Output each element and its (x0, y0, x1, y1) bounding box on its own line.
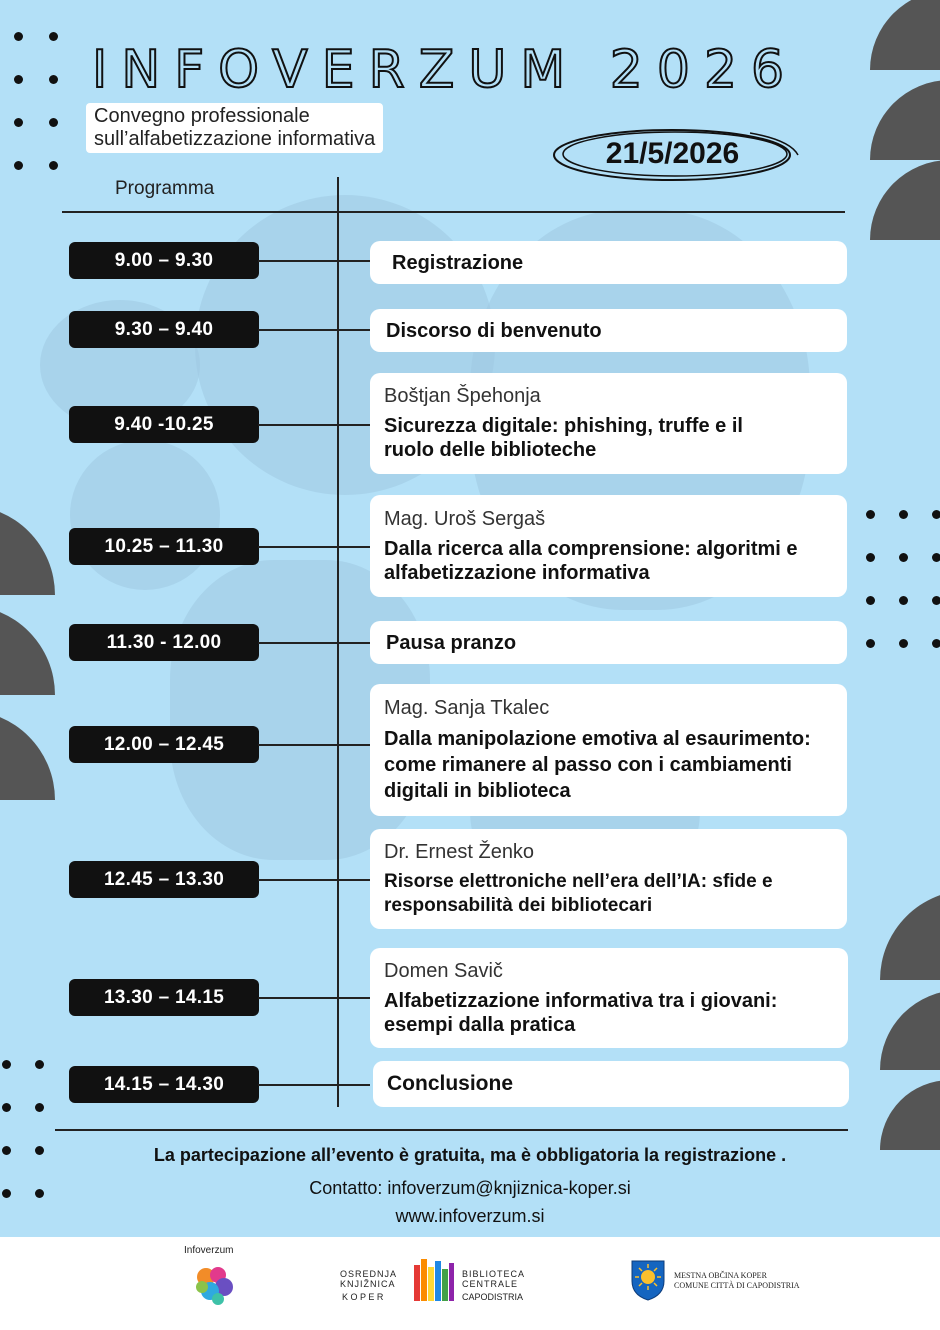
session-title: Dalla ricerca alla comprensione: algoritmi e alfabetizzazione informativa (384, 537, 798, 584)
website-link[interactable]: www.infoverzum.si (395, 1206, 545, 1226)
speaker-name: Dr. Ernest Ženko (384, 840, 535, 863)
timeline-connector (258, 1084, 370, 1086)
logo-footer (0, 1237, 940, 1330)
event-subtitle (86, 103, 383, 153)
subtitle-line: sull’alfabetizzazione informativa (94, 128, 376, 150)
decorative-semicircle (880, 1080, 940, 1150)
date-badge (550, 125, 800, 185)
library-logo-text: KNJIŽNICA (340, 1279, 396, 1289)
event-date: 21/5/2026 (605, 137, 740, 170)
library-logo-text: CAPODISTRIA (462, 1292, 524, 1302)
time-slot: 9.30 – 9.40 (69, 311, 259, 348)
time-slot: 9.00 – 9.30 (69, 242, 259, 279)
decorative-dots (14, 32, 58, 170)
speaker-name: Boštjan Špehonja (384, 385, 541, 407)
speaker-name: Mag. Sanja Tkalec (384, 696, 550, 719)
speaker-name: Domen Savič (384, 959, 503, 982)
time-slot: 13.30 – 14.15 (69, 979, 259, 1016)
subtitle-line: Convegno professionale (94, 105, 310, 127)
time-slot: 14.15 – 14.30 (69, 1066, 259, 1103)
session-title: Conclusione (387, 1072, 514, 1095)
decorative-semicircle (870, 80, 940, 160)
decorative-semicircle (880, 890, 940, 980)
session-card (370, 309, 847, 352)
time-slot: 12.00 – 12.45 (69, 726, 259, 763)
books-icon (412, 1257, 456, 1303)
registration-note: La partecipazione all’evento è gratuita, ma è obbligatoria la registrazione . (153, 1145, 787, 1165)
municipality-logo-text: COMUNE CITTÀ DI CAPODISTRIA (674, 1281, 800, 1290)
session-title: Sicurezza digitale: phishing, truffe e il ruolo delle biblioteche (384, 415, 743, 461)
municipality-logo-text: MESTNA OBČINA KOPER (674, 1271, 767, 1280)
timeline-connector (258, 997, 370, 999)
timeline-connector (258, 642, 370, 644)
session-card (370, 829, 847, 929)
decorative-semicircle (880, 990, 940, 1070)
library-logo-text: K O P E R (342, 1292, 384, 1302)
decorative-dots (866, 510, 940, 648)
session-title: Risorse elettroniche nell’era dell’IA: sfide e responsabilità dei bibliotecari (384, 870, 773, 916)
decorative-semicircle (0, 710, 55, 800)
library-logo-text: CENTRALE (462, 1279, 519, 1289)
decorative-semicircle (870, 160, 940, 240)
decorative-semicircle (0, 505, 55, 595)
library-logo-text: BIBLIOTECA (462, 1269, 526, 1279)
timeline-connector (258, 879, 370, 881)
session-title: Dalla manipolazione emotiva al esaurimento: come rimanere al passo con i cambiamenti digitali in biblioteca (384, 727, 811, 802)
decorative-semicircle (870, 0, 940, 70)
time-slot: 9.40 -10.25 (69, 406, 259, 443)
head-puzzle-icon (188, 1261, 238, 1311)
session-card (370, 684, 847, 816)
speaker-name: Mag. Uroš Sergaš (384, 507, 546, 530)
timeline-connector (258, 424, 370, 426)
session-title: Pausa pranzo (386, 631, 517, 654)
decorative-semicircle (0, 605, 55, 695)
coat-of-arms-icon (630, 1259, 666, 1301)
programme-label: Programma (115, 178, 215, 199)
background-shape (70, 440, 220, 590)
session-title: Alfabetizzazione informativa tra i giovani: esempi dalla pratica (384, 989, 778, 1036)
session-card (370, 373, 847, 474)
session-card (370, 948, 848, 1048)
session-title: Discorso di benvenuto (386, 319, 602, 342)
session-card (373, 1061, 849, 1107)
time-slot: 10.25 – 11.30 (69, 528, 259, 565)
session-card (370, 621, 847, 664)
timeline-connector (258, 329, 370, 331)
session-card (370, 241, 847, 284)
header-divider (62, 211, 845, 213)
timeline-connector (258, 744, 370, 746)
municipality-logo (630, 1259, 830, 1304)
library-logo-text: OSREDNJA (340, 1269, 398, 1279)
time-slot: 11.30 - 12.00 (69, 624, 259, 661)
timeline-connector (258, 546, 370, 548)
infoverzum-logo (180, 1245, 240, 1320)
event-title: INFOVERZUM 2026 (92, 40, 799, 100)
library-logo (340, 1257, 530, 1312)
session-title: Registrazione (392, 251, 524, 274)
infoverzum-logo-label: Infoverzum (184, 1245, 234, 1256)
time-slot: 12.45 – 13.30 (69, 861, 259, 898)
session-card (370, 495, 847, 597)
contact-email[interactable]: Contatto: infoverzum@knjiznica-koper.si (309, 1178, 631, 1198)
timeline-connector (258, 260, 370, 262)
footer-divider (55, 1129, 848, 1131)
